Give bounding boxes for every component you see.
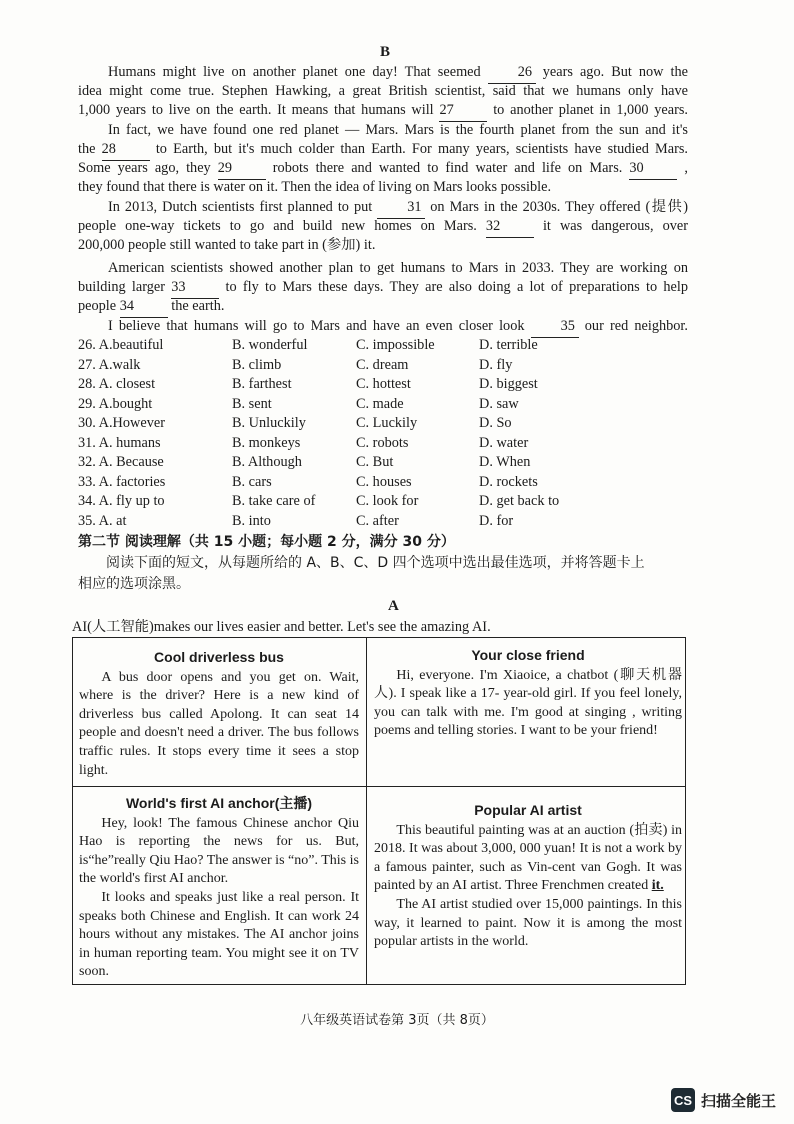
option-choice: 34. A. fly up to xyxy=(78,493,165,509)
blank-number: 27 xyxy=(439,101,487,122)
passage-text: to fly to Mars these days. They are also doing a lot of preparations to help xyxy=(219,279,688,295)
blank-number: 31 xyxy=(377,198,425,219)
passage-text: 1,000 years to live on the earth. It means that humans will xyxy=(78,102,440,118)
scanner-brand-text: 扫描全能王 xyxy=(700,1091,776,1110)
passage-text: on Mars in the 2030s. They offered (提供) xyxy=(425,199,688,215)
option-choice: C. after xyxy=(356,512,399,529)
passage-line xyxy=(78,140,688,161)
blank-number: 28 xyxy=(102,140,150,161)
box-driverless-bus xyxy=(79,648,359,780)
box-text: This beautiful painting was at an auction (拍卖) in 2018. It was about 3,000, 000 yuan! It is not a work by a famous painter, such as Vin-cent van Gogh. It was painted by an AI artist. Three Frenchmen created it. xyxy=(374,822,682,894)
box-title: Cool driverless bus xyxy=(154,649,284,665)
option-row xyxy=(78,492,698,512)
option-choice: B. into xyxy=(232,512,271,529)
passage-text: people xyxy=(78,298,120,314)
scanner-watermark xyxy=(671,1088,776,1112)
passage-text: the earth. xyxy=(167,298,225,314)
passage-line xyxy=(78,82,688,102)
blank-number: 29 xyxy=(218,159,266,180)
box-title: World's first AI anchor(主播) xyxy=(125,795,313,811)
option-choice: D. water xyxy=(479,434,529,451)
box-title: Popular AI artist xyxy=(474,802,582,818)
blank-number: 33 xyxy=(171,278,219,299)
box-text: The AI artist studied over 15,000 paintings. In this way, it learned to paint. Now it is among the most popular artists in the world. xyxy=(374,896,682,950)
passage-line xyxy=(78,159,688,180)
blank-number: 26 xyxy=(488,63,536,84)
box-close-friend xyxy=(374,646,682,741)
option-choice: B. monkeys xyxy=(232,434,301,451)
option-choice: B. take care of xyxy=(232,493,316,509)
passage-line xyxy=(78,198,688,219)
part2-title: 第二节 阅读理解（共 15 小题；每小题 2 分，满分 30 分） xyxy=(78,534,455,550)
option-choice: B. wonderful xyxy=(232,337,308,353)
option-choice: D. When xyxy=(479,454,531,470)
option-row xyxy=(78,473,698,493)
option-choice: 32. A. Because xyxy=(78,454,164,470)
option-choice: C. houses xyxy=(356,473,412,490)
section-a-intro: AI(人工智能)makes our lives easier and better. Let's see the amazing AI. xyxy=(72,619,491,635)
passage-text: the xyxy=(78,141,102,157)
part2-instruction-2: 相应的选项涂黑。 xyxy=(78,576,190,592)
table-divider-horizontal xyxy=(73,786,685,787)
passage-text: 200,000 people still wanted to take part in (参加) it. xyxy=(78,237,376,253)
option-choice: D. get back to xyxy=(479,493,560,509)
table-divider-vertical xyxy=(366,638,367,984)
passage-text: years ago. But now the xyxy=(535,64,688,80)
blank-number: 34 xyxy=(120,297,168,318)
option-choice: B. Unluckily xyxy=(232,415,306,431)
option-choice: C. But xyxy=(356,454,394,470)
passage-text: Humans might live on another planet one day! That seemed xyxy=(108,64,488,80)
option-choice: C. Luckily xyxy=(356,415,418,431)
ai-info-table xyxy=(72,637,686,985)
option-choice: B. Although xyxy=(232,454,302,470)
option-row xyxy=(78,336,698,356)
passage-text: idea might come true. Stephen Hawking, a great British scientist, said that we humans only have xyxy=(78,83,688,99)
section-b-heading: B xyxy=(380,44,391,60)
passage-text: In 2013, Dutch scientists first planned to put xyxy=(108,199,378,215)
part2-instruction-1: 阅读下面的短文，从每题所给的 A、B、C、D 四个选项中选出最佳选项，并将答题卡上 xyxy=(106,555,645,571)
option-choice: D. for xyxy=(479,512,514,529)
option-choice: 31. A. humans xyxy=(78,434,161,451)
option-choice: 35. A. at xyxy=(78,512,127,529)
passage-text: , xyxy=(677,160,689,176)
passage-line xyxy=(78,63,688,84)
passage-line xyxy=(78,121,688,141)
option-choice: 29. A.bought xyxy=(78,395,153,412)
passage-text: it was dangerous, over xyxy=(533,218,688,234)
option-choice: B. climb xyxy=(232,356,282,373)
option-choice: 28. A. closest xyxy=(78,376,156,392)
option-choice: C. hottest xyxy=(356,376,411,392)
option-choice: D. fly xyxy=(479,356,513,373)
passage-text: In fact, we have found one red planet — Mars. Mars is the fourth planet from the sun and it's xyxy=(108,122,688,138)
option-row xyxy=(78,375,698,395)
option-choice: 30. A.However xyxy=(78,415,165,431)
passage-text: American scientists showed another plan to get humans to Mars in 2033. They are working on xyxy=(108,260,688,276)
option-row xyxy=(78,395,698,415)
box-title: Your close friend xyxy=(471,647,585,663)
passage-text: to Earth, but it's much colder than Earth. For many years, scientists have studied Mars. xyxy=(149,141,689,157)
blank-number: 30 xyxy=(629,159,677,180)
option-choice: C. look for xyxy=(356,493,419,509)
passage-text: to another planet in 1,000 years. xyxy=(487,102,688,118)
passage-line xyxy=(78,236,688,256)
box-text: A bus door opens and you get on. Wait, where is the driver? Here is a new kind of driverless bus called Apolong. It can seat 14 people and doesn't need a driver. The bus follows traffic rules. It stops every time it sees a stop light. xyxy=(79,669,359,778)
section-a-heading: A xyxy=(388,598,399,614)
passage-line xyxy=(78,217,688,238)
option-choice: C. made xyxy=(356,395,404,412)
underlined-it: it. xyxy=(651,878,664,894)
option-choice: D. biggest xyxy=(479,376,538,392)
option-choice: C. dream xyxy=(356,356,409,373)
blank-number: 32 xyxy=(486,217,534,238)
option-row xyxy=(78,414,698,434)
option-choice: B. sent xyxy=(232,395,272,412)
passage-text: building larger xyxy=(78,279,172,295)
box-text: Hi, everyone. I'm Xiaoice, a chatbot (聊天机器人). I speak like a 17- year-old girl. If you feel lonely, you can talk with me. I'm good at singing , writing poems and telling stories. I want to be your friend! xyxy=(374,667,682,739)
passage-line xyxy=(78,178,688,198)
box-ai-artist xyxy=(374,801,682,952)
option-choice: D. saw xyxy=(479,395,519,412)
option-choice: B. farthest xyxy=(232,376,292,392)
box-text: It looks and speaks just like a real person. It speaks both Chinese and English. It can work 24 hours without any mistakes. The AI anchor joins in human reporting team. You might see it on TV soon. xyxy=(79,889,359,980)
blank-number: 35 xyxy=(531,317,579,338)
option-choice: C. impossible xyxy=(356,337,435,353)
option-choice: B. cars xyxy=(232,473,272,490)
camscanner-logo-icon: CS xyxy=(671,1088,695,1112)
box-ai-anchor xyxy=(79,794,359,982)
passage-text: people one-way tickets to go and build new homes on Mars. xyxy=(78,218,486,234)
option-choice: D. So xyxy=(479,415,512,431)
passage-text: they found that there is water on it. Then the idea of living on Mars looks possible. xyxy=(78,179,552,195)
option-row xyxy=(78,356,698,376)
option-choice: D. rockets xyxy=(479,473,538,490)
option-choice: 27. A.walk xyxy=(78,356,141,373)
option-choice: D. terrible xyxy=(479,337,538,353)
passage-line xyxy=(78,278,688,299)
box-text: Hey, look! The famous Chinese anchor Qiu Hao is reporting the news for us. But, is“he”really Qiu Hao? The answer is “no”. This is the world's first AI anchor. xyxy=(79,815,359,887)
passage-text: robots there and wanted to find water and life on Mars. xyxy=(265,160,630,176)
passage-text: our red neighbor. xyxy=(578,318,688,334)
option-choice: 33. A. factories xyxy=(78,473,166,490)
passage-text: I believe that humans will go to Mars and have an even closer look xyxy=(108,318,531,334)
option-choice: 26. A.beautiful xyxy=(78,337,164,353)
option-choice: C. robots xyxy=(356,434,409,451)
option-row xyxy=(78,512,698,532)
passage-line xyxy=(78,259,688,279)
option-row xyxy=(78,453,698,473)
passage-text: Some years ago, they xyxy=(78,160,218,176)
passage-line xyxy=(78,297,688,318)
passage-line xyxy=(78,317,688,338)
option-row xyxy=(78,434,698,454)
page-footer: 八年级英语试卷第 3页（共 8页） xyxy=(300,1013,494,1028)
passage-line xyxy=(78,101,688,122)
